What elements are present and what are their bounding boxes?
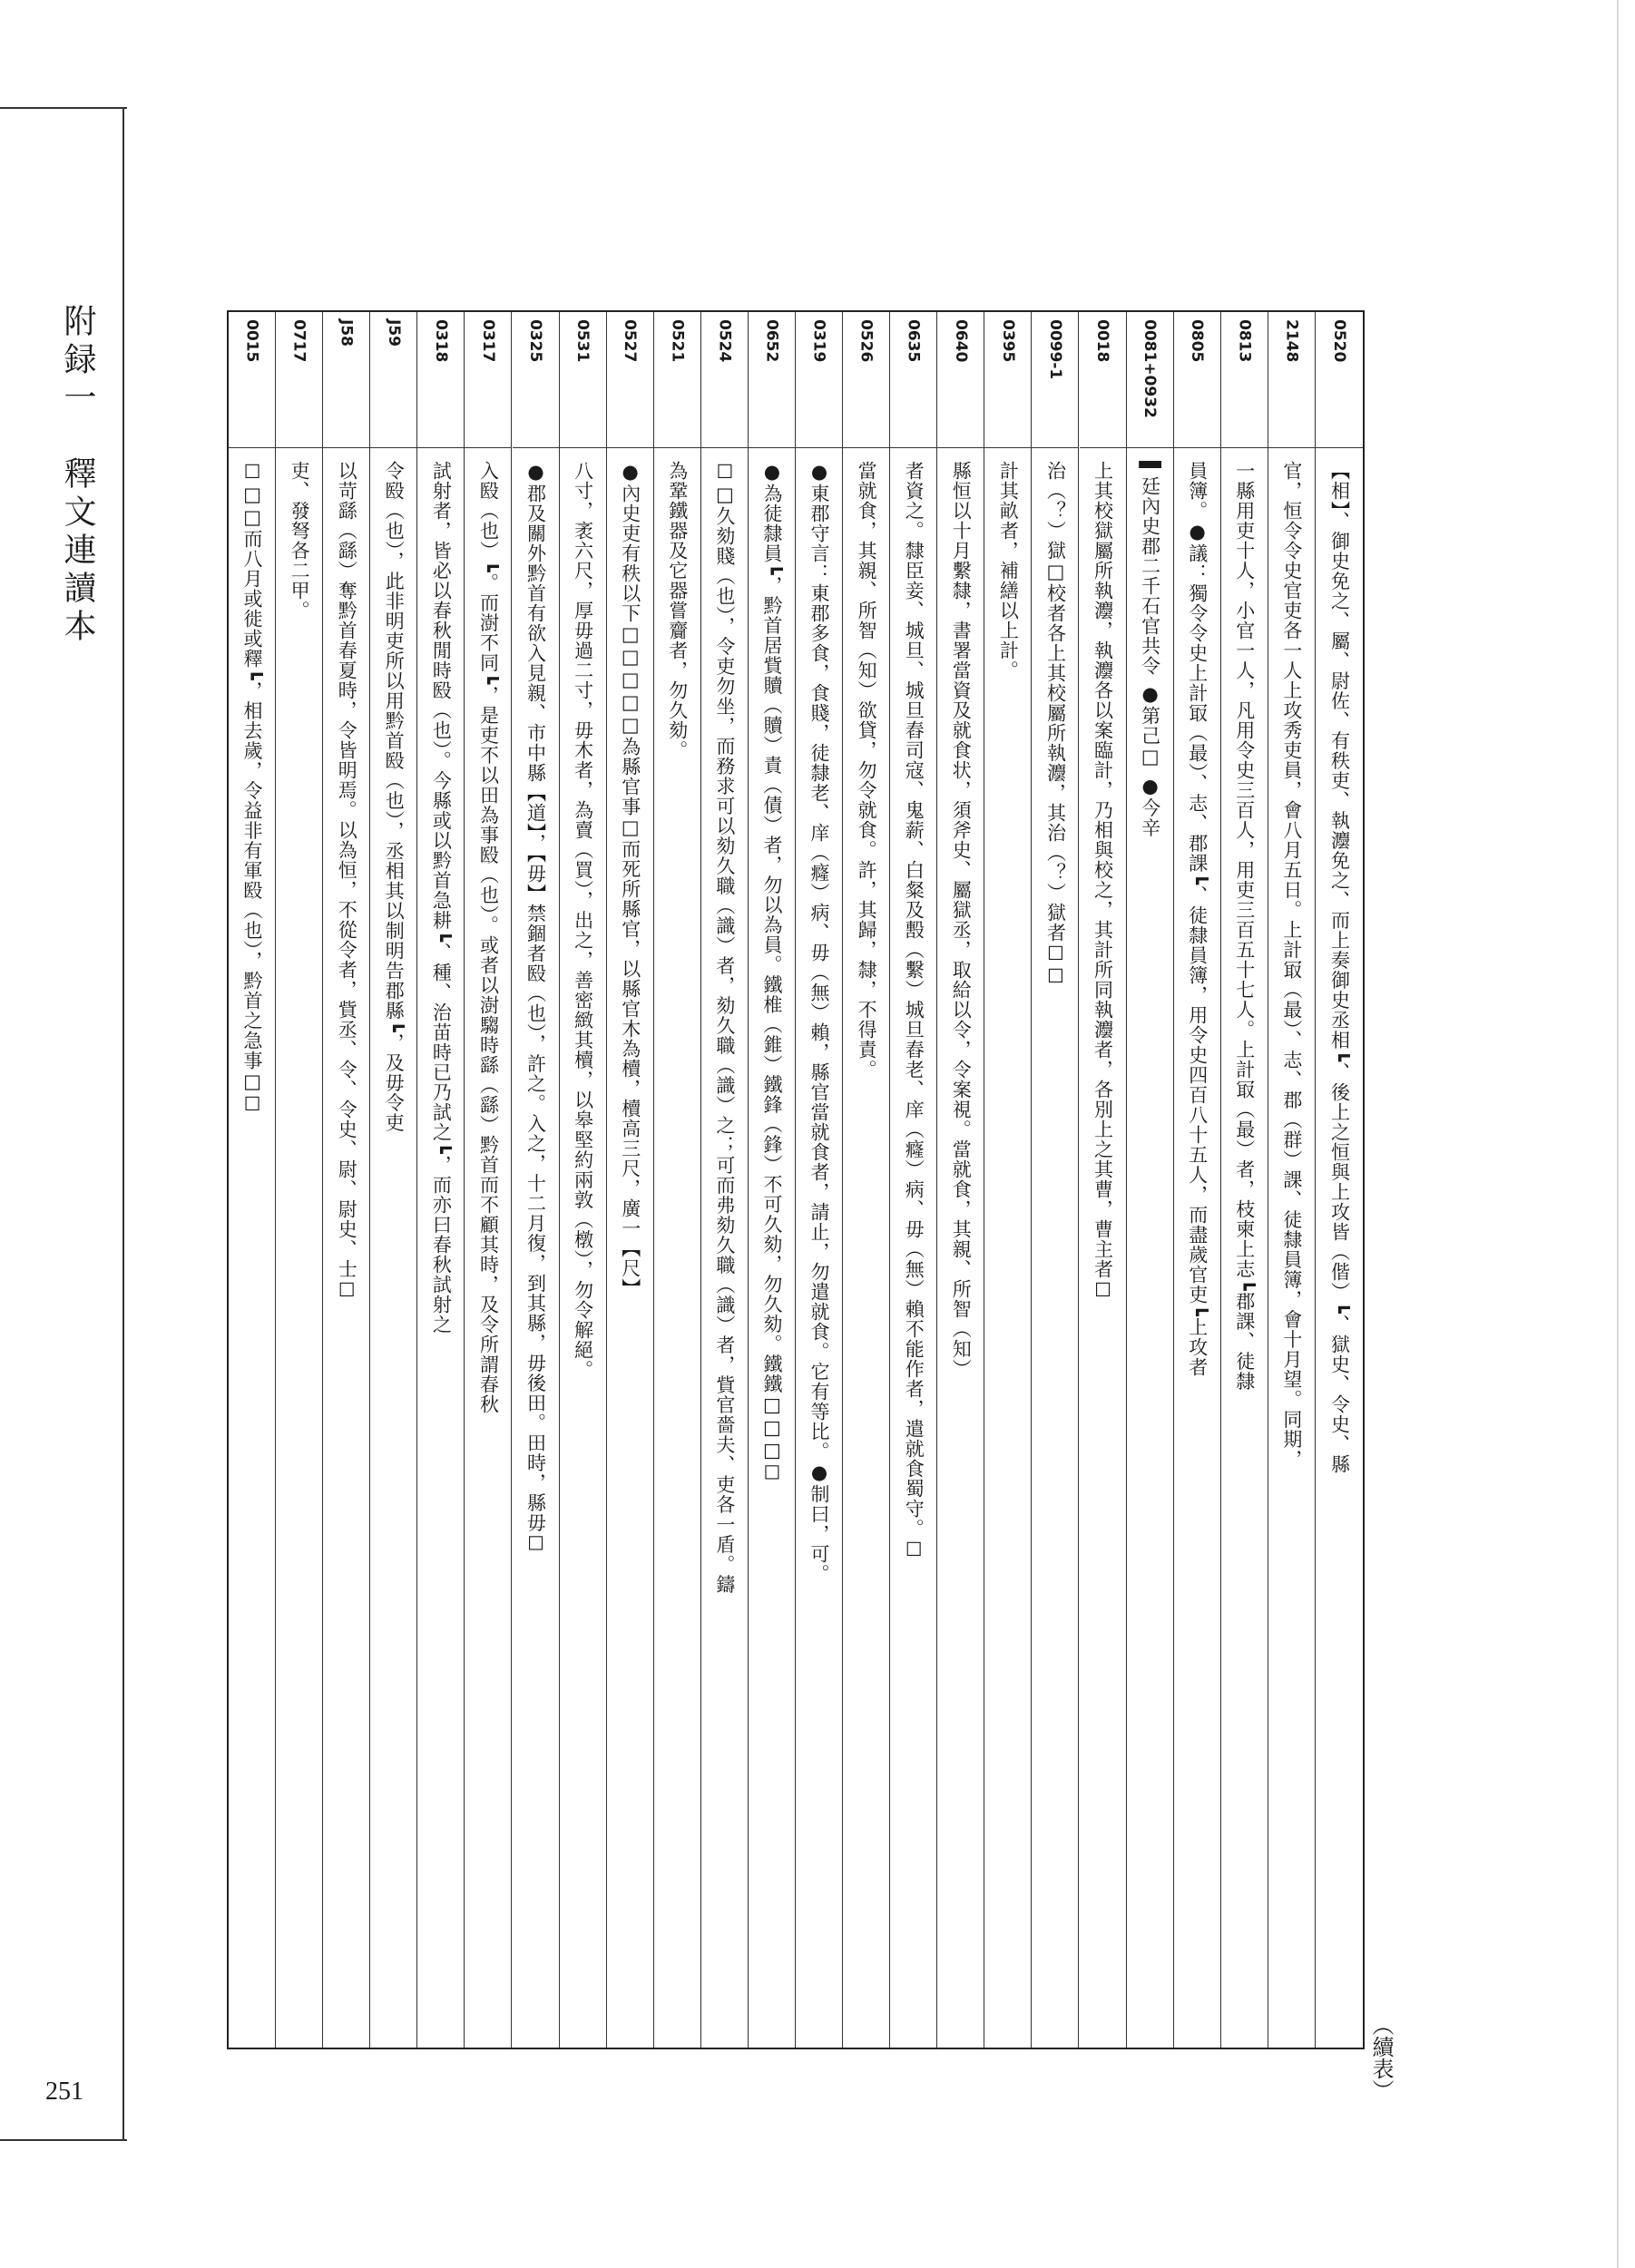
- slip-number-cell: [1032, 312, 1078, 448]
- slip-text-cell: [796, 448, 842, 2048]
- slip-number: 0317: [478, 319, 497, 363]
- slip-number-cell: [1080, 312, 1126, 448]
- slip-number: 0325: [526, 319, 545, 363]
- slip-text-cell: [417, 448, 464, 2048]
- slip-number: 0395: [998, 319, 1017, 363]
- slip-text: 員簿。●議：獨令令史上計冣（最）、志、郡課┗、徒隸員簿，用令史四百八十五人，而盡歲官吏┗上攻者: [1186, 461, 1209, 1377]
- table-row: [370, 312, 417, 2048]
- slip-text: 者資之。隸臣妾、城旦、城旦舂司寇、鬼薪、白粲及毄（繫）城旦舂老、庠（癃）病、毋（無）賴不能作者，遣就食蜀守。☐: [903, 461, 925, 1561]
- slip-text-cell: [560, 448, 606, 2048]
- slip-text: 治（？）獄□校者各上其校屬所執灋，其治（？）獄者☐☐: [1044, 461, 1067, 988]
- slip-number: 0015: [242, 319, 261, 363]
- slip-text: 八寸，袤六尺，厚毋過二寸，毋木者，為賣（買），出之，善密緻其櫝，以皋堅約兩敦（橔），勿令解絕。: [572, 461, 594, 1380]
- slip-text-cell: [513, 448, 559, 2048]
- slip-number-cell: [749, 312, 795, 448]
- slip-number-cell: [843, 312, 889, 448]
- slip-number: 0527: [621, 319, 640, 363]
- slip-number: 0319: [809, 319, 828, 363]
- table-row: [1127, 312, 1174, 2048]
- slip-text-cell: [1080, 448, 1126, 2048]
- slip-number: 0640: [951, 319, 970, 363]
- slip-text: 計其畝者，補繕以上計。: [997, 461, 1020, 680]
- table-row: [984, 312, 1032, 2048]
- slip-text: ●為徒隸員┗，黔首居貲贖（贖）責（債）者，勿以為員。鐵椎（錐）鐵鋒（鋒）不可久劾，勿久劾。鐵鐵□□□☐: [760, 461, 783, 1485]
- gutter-rule: [122, 107, 124, 2139]
- slip-text: 入殹（也）┗。而澍不同┗，是吏不以田為事殹（也）。或者以澍騶時繇（繇）黔首而不顧其時，及令所謂春秋: [477, 461, 500, 1414]
- slip-number: 0813: [1235, 319, 1254, 363]
- slip-number-cell: [323, 312, 369, 448]
- slip-text: 試射者，皆必以春秋閒時殹（也）。今縣或以黔首急耕┗、種、治苗時已乃試之┗，而亦曰春秋試射之: [430, 461, 453, 1334]
- table-row: [1080, 312, 1127, 2048]
- slip-text: 一縣用吏十人，小官一人，凡用令史三百人，用吏三百五十七人。上計冣（最）者，枝柬上志┗郡課、徒隸: [1233, 461, 1256, 1392]
- gutter-tick-top: [0, 107, 127, 109]
- slip-text-cell: [890, 448, 936, 2048]
- table-row: [1316, 312, 1363, 2048]
- slip-text: ☐□□而八月或徙或釋┗，相去歲，令益非有軍殹（也），黔首之急事□☐: [241, 461, 264, 1117]
- gutter-tick-bottom: [0, 2139, 127, 2141]
- continued-note: （續表）: [1368, 2014, 1394, 2101]
- table-row: [465, 312, 512, 2048]
- slip-text: ●內史吏有秩以下□□□□□為縣官事□而死所縣官，以縣官木為櫝，櫝高三尺，廣一【尺】: [619, 461, 641, 1298]
- slip-number-cell: [229, 312, 275, 448]
- table-row: [323, 312, 370, 2048]
- slip-number-cell: [276, 312, 322, 448]
- page-edge: [1617, 0, 1619, 2268]
- slip-number-cell: [1268, 312, 1315, 448]
- table-row: [701, 312, 749, 2048]
- slip-number: 0635: [904, 319, 923, 363]
- table-row: [229, 312, 276, 2048]
- slip-text-cell: [607, 448, 653, 2048]
- slip-number-cell: [1174, 312, 1220, 448]
- slip-number: 0081+0932: [1141, 319, 1160, 418]
- table-row: [796, 312, 843, 2048]
- table-row: [276, 312, 323, 2048]
- slip-number: J58: [337, 319, 356, 347]
- slip-text-cell: [749, 448, 795, 2048]
- slip-number: 0521: [668, 319, 687, 363]
- slip-text: 當就食，其親、所智（知）欲貸，勿令就食。許，其歸，隸，不得責。: [856, 461, 878, 1080]
- slip-number: 0318: [431, 319, 450, 363]
- slip-text: 【相】、御史免之、屬、尉佐、有秩吏、執灋免之、而上奏御史丞相┗、後上之恒與上攻皆（偕）┗、獄史、令史、縣: [1328, 461, 1351, 1474]
- slip-number-cell: [937, 312, 984, 448]
- slip-text-cell: [1316, 448, 1363, 2048]
- slip-text: ▌廷內史郡二千石官共令 ●第己□ ●今辛: [1139, 461, 1161, 838]
- slip-text: 令殹（也），此非明吏所以用黔首殹（也），丞相其以制明告郡縣┗，及毋令吏: [383, 461, 406, 1133]
- table-row: [749, 312, 796, 2048]
- slip-text: 官，恒令令史官吏各一人上攻秀吏員，會八月五日。上計冣（最）、志、郡（群）課、徒隸員簿，會十月望。同期，: [1280, 461, 1303, 1470]
- slip-text: ☐□久劾賤（也），令吏勿坐，而務求可以劾久職（識）者，劾久職（識）之；可而弗劾久職（識）者，貲官嗇夫、吏各一盾。鑄: [713, 461, 736, 1595]
- table-row: [1174, 312, 1221, 2048]
- slip-number-cell: [513, 312, 559, 448]
- slip-text: 為鞏鐵器及它器嘗齎者，勿久劾。: [666, 461, 689, 760]
- slip-number-cell: [417, 312, 464, 448]
- slip-text: 縣恒以十月繫隸，書署當資及就食状，須斧史、屬獄丞，取給以令，令案視。當就食，其親、所智（知）: [950, 461, 973, 1379]
- slip-text: 上其校獄屬所執灋，執灋各以案臨計，乃相與校之，其計所同執灋者，各別上之其曹，曹主者☐: [1092, 461, 1114, 1302]
- slip-text-cell: [1174, 448, 1220, 2048]
- slip-number-cell: [654, 312, 700, 448]
- slip-text: 吏、發弩各二甲。: [289, 461, 311, 621]
- slip-number: 0099-1: [1045, 319, 1064, 380]
- slip-number: 0531: [573, 319, 592, 363]
- slip-text-cell: [276, 448, 322, 2048]
- table-row: [1032, 312, 1079, 2048]
- table-row: [560, 312, 607, 2048]
- slip-text-cell: [843, 448, 889, 2048]
- table-row: [417, 312, 465, 2048]
- slip-text-cell: [370, 448, 416, 2048]
- slip-number-cell: [370, 312, 416, 448]
- table-row: [937, 312, 984, 2048]
- table-row: [654, 312, 701, 2048]
- transcription-table: [227, 310, 1365, 2049]
- slip-number: 0652: [762, 319, 781, 363]
- slip-number: 0526: [857, 319, 876, 363]
- slip-number: J59: [384, 319, 403, 347]
- slip-text: ●郡及關外黔首有欲入見親、市中縣【道】，【毋】禁錮者殹（也），許之。入之，十二月復，到其縣，毋後田。田時，縣毋☐: [524, 461, 547, 1556]
- slip-number: 0717: [289, 319, 308, 363]
- slip-text-cell: [1221, 448, 1268, 2048]
- slip-text-cell: [229, 448, 275, 2048]
- table-row: [1221, 312, 1268, 2048]
- slip-number-cell: [984, 312, 1031, 448]
- slip-number-cell: [465, 312, 511, 448]
- table-row: [607, 312, 654, 2048]
- table-row: [513, 312, 560, 2048]
- slip-text-cell: [984, 448, 1031, 2048]
- slip-number-cell: [607, 312, 653, 448]
- slip-number-cell: [796, 312, 842, 448]
- slip-number-cell: [1127, 312, 1173, 448]
- slip-number: 2148: [1282, 319, 1301, 363]
- slip-text-cell: [654, 448, 700, 2048]
- slip-text-cell: [701, 448, 748, 2048]
- slip-number: 0524: [715, 319, 734, 363]
- slip-number-cell: [701, 312, 748, 448]
- slip-number-cell: [890, 312, 936, 448]
- slip-number: 0018: [1093, 319, 1112, 363]
- slip-number-cell: [1316, 312, 1363, 448]
- slip-text-cell: [323, 448, 369, 2048]
- slip-number: 0805: [1188, 319, 1207, 363]
- slip-text: 以苛繇（繇）奪黔首春夏時，令皆明焉。以為恒，不從令者，貲丞、令、令史、尉、尉史、士☐: [336, 461, 358, 1302]
- slip-number-cell: [560, 312, 606, 448]
- slip-text-cell: [1268, 448, 1315, 2048]
- slip-number: 0520: [1329, 319, 1348, 363]
- slip-text: ●東郡守言：東郡多食，食賤，徒隸老、庠（癃）病、毋（無）賴，縣官當就食者，請止，勿遣就食。它有等比。●制曰，可。: [808, 461, 831, 1584]
- table-row: [890, 312, 937, 2048]
- running-head: 附録一 釋文連讀本: [59, 304, 96, 647]
- table-row: [843, 312, 890, 2048]
- slip-text-cell: [937, 448, 984, 2048]
- slip-text-cell: [465, 448, 511, 2048]
- slip-text-cell: [1032, 448, 1078, 2048]
- table-row: [1268, 312, 1316, 2048]
- slip-text-cell: [1127, 448, 1173, 2048]
- slip-number-cell: [1221, 312, 1268, 448]
- page-number: 251: [45, 2077, 83, 2106]
